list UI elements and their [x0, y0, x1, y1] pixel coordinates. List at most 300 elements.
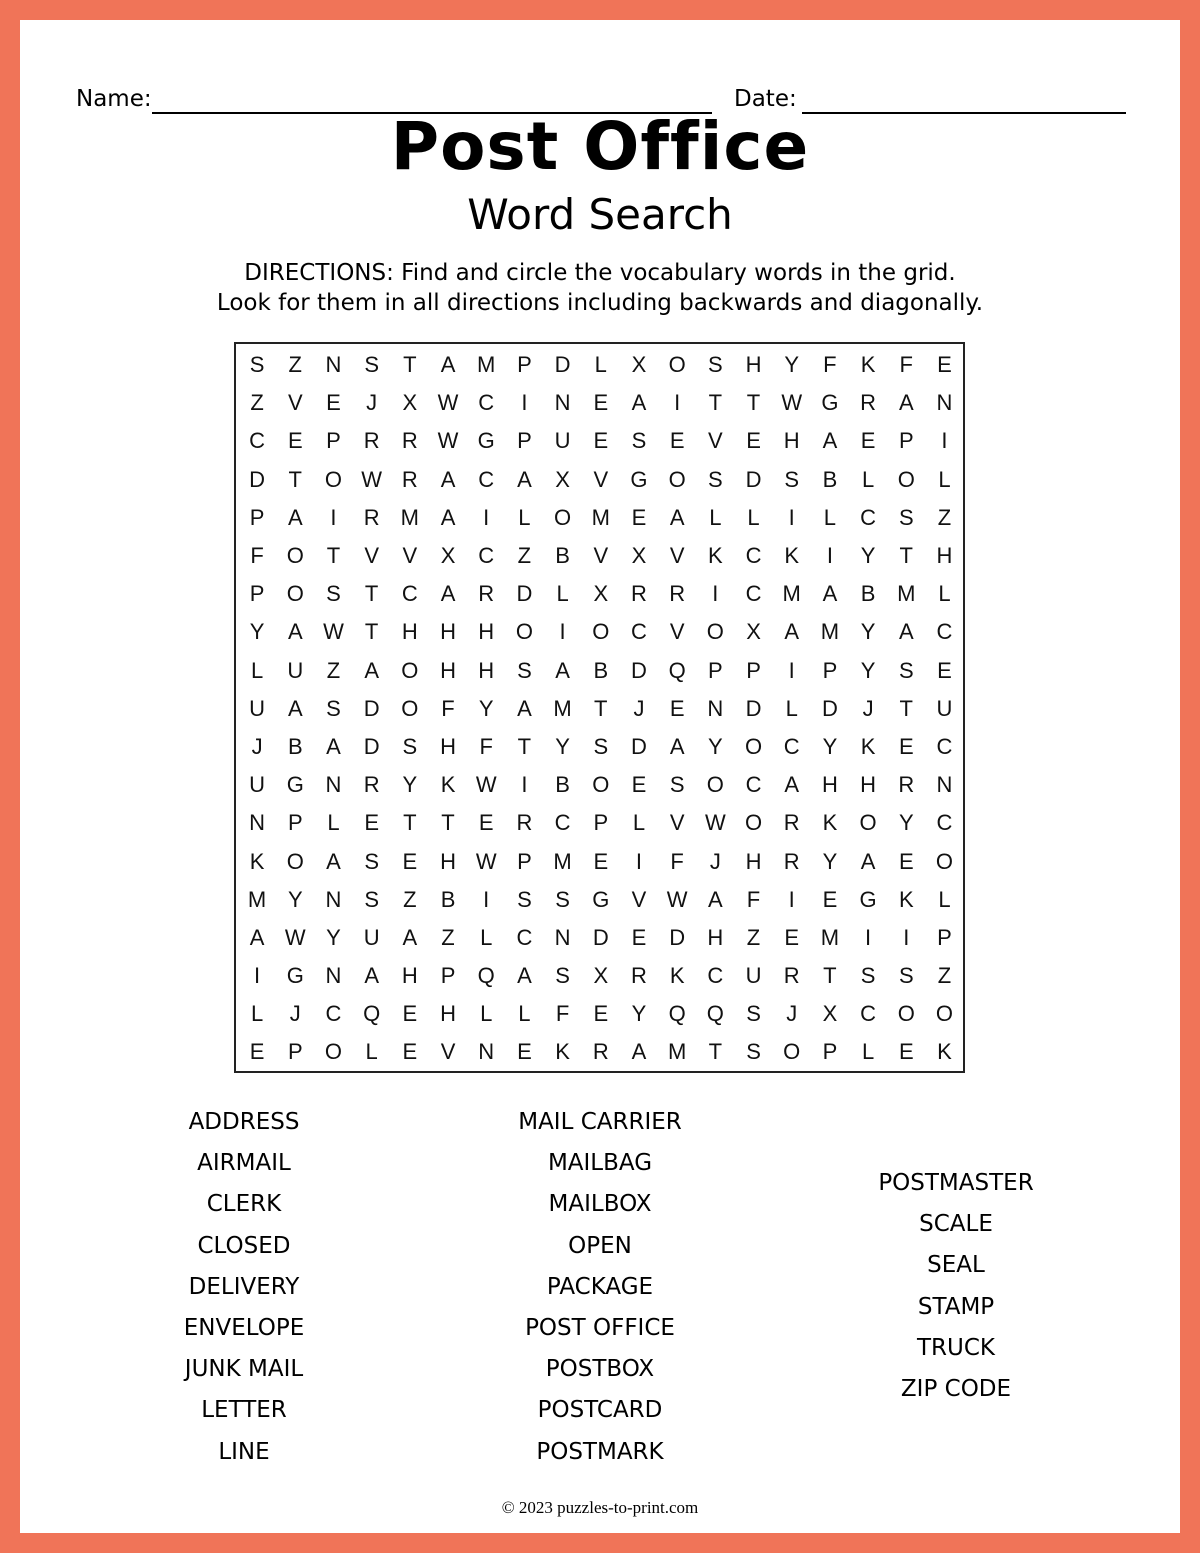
grid-cell[interactable]: M: [782, 581, 801, 607]
grid-cell[interactable]: S: [631, 428, 647, 454]
grid-cell[interactable]: S: [860, 963, 876, 989]
grid-cell[interactable]: O: [286, 543, 304, 569]
grid-cell[interactable]: I: [483, 504, 490, 530]
grid-cell[interactable]: N: [325, 886, 342, 912]
grid-cell[interactable]: O: [554, 504, 572, 530]
grid-cell[interactable]: A: [784, 619, 800, 645]
grid-cell[interactable]: S: [364, 848, 379, 874]
grid-cell[interactable]: S: [555, 886, 570, 912]
grid-cell[interactable]: A: [364, 963, 379, 989]
grid-cell[interactable]: H: [440, 848, 456, 874]
grid-cell[interactable]: S: [746, 1001, 761, 1027]
grid-cell[interactable]: A: [440, 466, 456, 492]
grid-cell[interactable]: R: [363, 504, 380, 530]
grid-cell[interactable]: E: [478, 810, 494, 836]
grid-cell[interactable]: A: [402, 924, 418, 950]
grid-cell[interactable]: C: [631, 619, 647, 645]
grid-cell[interactable]: J: [862, 695, 874, 721]
grid-cell[interactable]: H: [440, 619, 456, 645]
grid-cell[interactable]: I: [254, 963, 261, 989]
grid-cell[interactable]: A: [555, 657, 570, 683]
grid-cell[interactable]: Y: [784, 352, 800, 378]
grid-cell[interactable]: L: [480, 1001, 493, 1027]
grid-cell[interactable]: W: [666, 886, 688, 912]
grid-cell[interactable]: I: [788, 504, 795, 530]
grid-cell[interactable]: O: [286, 581, 304, 607]
grid-cell[interactable]: H: [478, 657, 495, 683]
grid-cell[interactable]: V: [669, 810, 685, 836]
grid-cell[interactable]: I: [903, 924, 910, 950]
grid-cell[interactable]: T: [708, 1039, 723, 1065]
grid-cell[interactable]: X: [555, 466, 570, 492]
grid-cell[interactable]: V: [440, 1039, 456, 1065]
grid-cell[interactable]: J: [709, 848, 721, 874]
grid-cell[interactable]: A: [440, 504, 456, 530]
grid-cell[interactable]: A: [822, 581, 838, 607]
grid-cell[interactable]: R: [783, 848, 800, 874]
grid-cell[interactable]: C: [860, 504, 877, 530]
grid-cell[interactable]: H: [478, 619, 495, 645]
grid-cell[interactable]: C: [478, 390, 495, 416]
grid-cell[interactable]: C: [516, 924, 533, 950]
grid-cell[interactable]: L: [938, 581, 951, 607]
grid-cell[interactable]: A: [898, 619, 914, 645]
grid-cell[interactable]: L: [823, 504, 837, 530]
grid-cell[interactable]: V: [364, 543, 379, 569]
grid-cell[interactable]: S: [249, 352, 265, 378]
grid-cell[interactable]: T: [364, 581, 379, 607]
grid-cell[interactable]: K: [898, 886, 914, 912]
grid-cell[interactable]: O: [897, 1001, 915, 1027]
grid-cell[interactable]: Y: [326, 924, 341, 950]
grid-cell[interactable]: Y: [708, 733, 723, 759]
grid-cell[interactable]: D: [669, 924, 686, 950]
grid-cell[interactable]: R: [363, 772, 380, 798]
grid-cell[interactable]: S: [402, 733, 418, 759]
grid-cell[interactable]: X: [631, 543, 647, 569]
grid-cell[interactable]: F: [555, 1001, 570, 1027]
grid-cell[interactable]: Z: [517, 543, 532, 569]
grid-cell[interactable]: L: [938, 886, 951, 912]
grid-cell[interactable]: E: [860, 428, 876, 454]
grid-cell[interactable]: T: [708, 390, 723, 416]
grid-cell[interactable]: P: [937, 924, 952, 950]
grid-cell[interactable]: H: [440, 657, 456, 683]
grid-cell[interactable]: L: [518, 504, 531, 530]
grid-cell[interactable]: P: [822, 657, 838, 683]
grid-cell[interactable]: A: [287, 695, 303, 721]
grid-cell[interactable]: S: [364, 886, 379, 912]
grid-cell[interactable]: N: [325, 963, 342, 989]
grid-cell[interactable]: C: [707, 963, 724, 989]
grid-cell[interactable]: X: [746, 619, 761, 645]
grid-cell[interactable]: K: [249, 848, 265, 874]
grid-cell[interactable]: J: [251, 733, 263, 759]
grid-cell[interactable]: N: [936, 390, 953, 416]
grid-cell[interactable]: E: [631, 504, 647, 530]
grid-cell[interactable]: M: [667, 1039, 687, 1065]
grid-cell[interactable]: W: [437, 428, 459, 454]
grid-cell[interactable]: B: [860, 581, 876, 607]
grid-cell[interactable]: H: [745, 352, 762, 378]
grid-cell[interactable]: I: [559, 619, 566, 645]
grid-cell[interactable]: E: [937, 352, 952, 378]
grid-cell[interactable]: E: [631, 772, 647, 798]
grid-cell[interactable]: Y: [287, 886, 303, 912]
grid-cell[interactable]: C: [783, 733, 800, 759]
grid-cell[interactable]: N: [554, 390, 571, 416]
grid-cell[interactable]: C: [860, 1001, 877, 1027]
grid-cell[interactable]: O: [324, 1039, 343, 1065]
grid-cell[interactable]: R: [669, 581, 686, 607]
grid-cell[interactable]: H: [936, 543, 953, 569]
grid-cell[interactable]: S: [708, 352, 723, 378]
grid-cell[interactable]: I: [941, 428, 948, 454]
grid-cell[interactable]: U: [936, 695, 953, 721]
grid-cell[interactable]: I: [521, 772, 528, 798]
grid-cell[interactable]: P: [517, 352, 532, 378]
grid-cell[interactable]: F: [479, 733, 493, 759]
grid-cell[interactable]: T: [441, 810, 455, 836]
grid-cell[interactable]: S: [326, 695, 341, 721]
grid-cell[interactable]: N: [325, 772, 342, 798]
grid-cell[interactable]: I: [330, 504, 337, 530]
grid-cell[interactable]: Y: [860, 619, 876, 645]
grid-cell[interactable]: K: [937, 1039, 952, 1065]
grid-cell[interactable]: S: [364, 352, 379, 378]
grid-cell[interactable]: E: [898, 733, 914, 759]
grid-cell[interactable]: V: [669, 543, 685, 569]
grid-cell[interactable]: O: [897, 466, 915, 492]
grid-cell[interactable]: L: [327, 810, 340, 836]
grid-cell[interactable]: Y: [555, 733, 570, 759]
grid-cell[interactable]: S: [898, 963, 914, 989]
grid-cell[interactable]: C: [745, 581, 762, 607]
grid-cell[interactable]: O: [706, 772, 724, 798]
grid-cell[interactable]: Q: [363, 1001, 381, 1027]
grid-cell[interactable]: E: [898, 848, 914, 874]
grid-cell[interactable]: C: [936, 810, 953, 836]
grid-cell[interactable]: S: [898, 657, 914, 683]
grid-cell[interactable]: C: [745, 543, 762, 569]
grid-cell[interactable]: M: [247, 886, 267, 912]
grid-cell[interactable]: K: [440, 772, 456, 798]
grid-cell[interactable]: Y: [898, 810, 914, 836]
grid-cell[interactable]: X: [440, 543, 456, 569]
grid-cell[interactable]: P: [593, 810, 609, 836]
grid-cell[interactable]: M: [820, 924, 840, 950]
grid-cell[interactable]: C: [249, 428, 266, 454]
grid-cell[interactable]: A: [631, 1039, 647, 1065]
grid-cell[interactable]: H: [707, 924, 724, 950]
grid-cell[interactable]: C: [478, 466, 495, 492]
grid-cell[interactable]: O: [935, 848, 954, 874]
grid-cell[interactable]: E: [669, 428, 685, 454]
grid-cell[interactable]: P: [249, 504, 265, 530]
grid-cell[interactable]: T: [364, 619, 379, 645]
grid-cell[interactable]: G: [286, 963, 304, 989]
grid-cell[interactable]: P: [746, 657, 761, 683]
grid-cell[interactable]: U: [745, 963, 762, 989]
grid-cell[interactable]: H: [745, 848, 762, 874]
grid-cell[interactable]: K: [860, 733, 876, 759]
grid-cell[interactable]: E: [669, 695, 685, 721]
grid-cell[interactable]: I: [483, 886, 490, 912]
grid-cell[interactable]: M: [553, 848, 572, 874]
grid-cell[interactable]: L: [365, 1039, 378, 1065]
grid-cell[interactable]: J: [289, 1001, 301, 1027]
grid-cell[interactable]: H: [783, 428, 800, 454]
grid-cell[interactable]: J: [786, 1001, 798, 1027]
grid-cell[interactable]: Z: [403, 886, 417, 912]
grid-cell[interactable]: E: [287, 428, 303, 454]
grid-cell[interactable]: D: [631, 733, 647, 759]
grid-cell[interactable]: Y: [822, 848, 838, 874]
grid-cell[interactable]: O: [401, 657, 419, 683]
grid-cell[interactable]: P: [287, 810, 303, 836]
grid-cell[interactable]: L: [861, 466, 875, 492]
grid-cell[interactable]: A: [440, 352, 456, 378]
grid-cell[interactable]: A: [822, 428, 838, 454]
grid-cell[interactable]: C: [401, 581, 418, 607]
grid-cell[interactable]: L: [250, 657, 264, 683]
grid-cell[interactable]: U: [287, 657, 304, 683]
grid-cell[interactable]: A: [898, 390, 914, 416]
grid-cell[interactable]: S: [784, 466, 800, 492]
grid-cell[interactable]: P: [440, 963, 456, 989]
grid-cell[interactable]: A: [287, 504, 303, 530]
grid-cell[interactable]: Z: [288, 352, 302, 378]
grid-cell[interactable]: O: [935, 1001, 954, 1027]
grid-cell[interactable]: P: [898, 428, 914, 454]
grid-cell[interactable]: L: [480, 924, 493, 950]
grid-cell[interactable]: G: [630, 466, 648, 492]
grid-cell[interactable]: X: [593, 963, 609, 989]
grid-cell[interactable]: E: [784, 924, 800, 950]
grid-cell[interactable]: H: [440, 733, 456, 759]
grid-cell[interactable]: M: [897, 581, 916, 607]
grid-cell[interactable]: G: [859, 886, 877, 912]
grid-cell[interactable]: S: [593, 733, 609, 759]
grid-cell[interactable]: W: [323, 619, 344, 645]
grid-cell[interactable]: H: [440, 1001, 456, 1027]
grid-cell[interactable]: M: [820, 619, 840, 645]
grid-cell[interactable]: A: [631, 390, 647, 416]
grid-cell[interactable]: O: [859, 810, 877, 836]
grid-cell[interactable]: F: [670, 848, 684, 874]
grid-cell[interactable]: L: [250, 1001, 264, 1027]
grid-cell[interactable]: F: [746, 886, 761, 912]
grid-cell[interactable]: K: [784, 543, 800, 569]
grid-cell[interactable]: Q: [477, 963, 495, 989]
grid-cell[interactable]: W: [284, 924, 306, 950]
grid-cell[interactable]: P: [517, 428, 532, 454]
grid-cell[interactable]: O: [668, 466, 686, 492]
grid-cell[interactable]: W: [704, 810, 726, 836]
grid-cell[interactable]: J: [366, 390, 378, 416]
grid-cell[interactable]: E: [822, 886, 838, 912]
grid-cell[interactable]: Y: [249, 619, 265, 645]
grid-cell[interactable]: E: [249, 1039, 265, 1065]
grid-cell[interactable]: C: [745, 772, 762, 798]
grid-cell[interactable]: P: [249, 581, 265, 607]
grid-cell[interactable]: B: [440, 886, 456, 912]
grid-cell[interactable]: P: [822, 1039, 838, 1065]
grid-cell[interactable]: A: [708, 886, 723, 912]
grid-cell[interactable]: R: [860, 390, 877, 416]
grid-cell[interactable]: X: [402, 390, 418, 416]
grid-cell[interactable]: B: [555, 543, 570, 569]
grid-cell[interactable]: E: [517, 1039, 532, 1065]
grid-cell[interactable]: A: [287, 619, 303, 645]
grid-cell[interactable]: K: [708, 543, 723, 569]
grid-cell[interactable]: T: [403, 352, 417, 378]
grid-cell[interactable]: N: [478, 1039, 495, 1065]
grid-cell[interactable]: Y: [860, 543, 876, 569]
grid-cell[interactable]: Z: [441, 924, 455, 950]
grid-cell[interactable]: R: [783, 810, 800, 836]
grid-cell[interactable]: B: [593, 657, 609, 683]
grid-cell[interactable]: D: [516, 581, 533, 607]
grid-cell[interactable]: C: [936, 733, 953, 759]
grid-cell[interactable]: L: [938, 466, 951, 492]
grid-cell[interactable]: K: [669, 963, 685, 989]
grid-cell[interactable]: H: [860, 772, 877, 798]
grid-cell[interactable]: R: [516, 810, 533, 836]
grid-cell[interactable]: Q: [706, 1001, 724, 1027]
grid-cell[interactable]: Z: [746, 924, 761, 950]
grid-cell[interactable]: K: [860, 352, 876, 378]
grid-cell[interactable]: M: [553, 695, 572, 721]
grid-cell[interactable]: V: [669, 619, 685, 645]
grid-cell[interactable]: H: [821, 772, 838, 798]
grid-cell[interactable]: D: [249, 466, 266, 492]
grid-cell[interactable]: O: [744, 733, 763, 759]
grid-cell[interactable]: F: [823, 352, 837, 378]
grid-cell[interactable]: A: [517, 695, 532, 721]
grid-cell[interactable]: D: [745, 466, 762, 492]
grid-cell[interactable]: P: [517, 848, 532, 874]
grid-cell[interactable]: L: [861, 1039, 875, 1065]
grid-cell[interactable]: J: [633, 695, 645, 721]
grid-cell[interactable]: I: [826, 543, 833, 569]
grid-cell[interactable]: N: [707, 695, 724, 721]
grid-cell[interactable]: G: [477, 428, 495, 454]
grid-cell[interactable]: I: [674, 390, 681, 416]
grid-cell[interactable]: Y: [631, 1001, 647, 1027]
grid-cell[interactable]: E: [631, 924, 647, 950]
grid-cell[interactable]: O: [515, 619, 533, 645]
grid-cell[interactable]: O: [286, 848, 304, 874]
grid-cell[interactable]: F: [441, 695, 455, 721]
grid-cell[interactable]: Y: [478, 695, 494, 721]
grid-cell[interactable]: S: [708, 466, 723, 492]
grid-cell[interactable]: S: [326, 581, 341, 607]
grid-cell[interactable]: U: [554, 428, 571, 454]
grid-cell[interactable]: R: [478, 581, 495, 607]
grid-cell[interactable]: V: [593, 466, 609, 492]
grid-cell[interactable]: E: [593, 848, 609, 874]
grid-cell[interactable]: N: [325, 352, 342, 378]
grid-cell[interactable]: T: [594, 695, 608, 721]
grid-cell[interactable]: T: [899, 543, 913, 569]
grid-cell[interactable]: A: [364, 657, 379, 683]
grid-cell[interactable]: E: [593, 428, 609, 454]
grid-cell[interactable]: O: [592, 619, 610, 645]
grid-cell[interactable]: E: [402, 848, 418, 874]
grid-cell[interactable]: P: [708, 657, 723, 683]
grid-cell[interactable]: I: [788, 657, 795, 683]
grid-cell[interactable]: Y: [822, 733, 838, 759]
grid-cell[interactable]: U: [363, 924, 380, 950]
grid-cell[interactable]: Z: [326, 657, 341, 683]
grid-cell[interactable]: A: [669, 733, 685, 759]
grid-cell[interactable]: O: [324, 466, 343, 492]
grid-cell[interactable]: A: [517, 466, 532, 492]
grid-cell[interactable]: O: [783, 1039, 801, 1065]
grid-cell[interactable]: B: [555, 772, 570, 798]
grid-cell[interactable]: T: [823, 963, 837, 989]
grid-cell[interactable]: A: [784, 772, 800, 798]
grid-cell[interactable]: D: [631, 657, 647, 683]
grid-cell[interactable]: A: [249, 924, 265, 950]
grid-cell[interactable]: E: [402, 1001, 418, 1027]
grid-cell[interactable]: A: [669, 504, 685, 530]
grid-cell[interactable]: E: [402, 1039, 418, 1065]
grid-cell[interactable]: C: [325, 1001, 342, 1027]
grid-cell[interactable]: T: [517, 733, 532, 759]
grid-cell[interactable]: E: [364, 810, 379, 836]
grid-cell[interactable]: G: [592, 886, 610, 912]
grid-cell[interactable]: X: [631, 352, 647, 378]
grid-cell[interactable]: B: [287, 733, 303, 759]
grid-cell[interactable]: I: [865, 924, 872, 950]
grid-cell[interactable]: M: [591, 504, 610, 530]
grid-cell[interactable]: Q: [668, 657, 686, 683]
grid-cell[interactable]: L: [785, 695, 798, 721]
grid-cell[interactable]: G: [821, 390, 839, 416]
grid-cell[interactable]: S: [517, 657, 532, 683]
grid-cell[interactable]: R: [783, 963, 800, 989]
grid-cell[interactable]: W: [781, 390, 803, 416]
grid-cell[interactable]: S: [555, 963, 570, 989]
grid-cell[interactable]: Q: [668, 1001, 686, 1027]
grid-cell[interactable]: L: [556, 581, 569, 607]
grid-cell[interactable]: O: [744, 810, 763, 836]
grid-cell[interactable]: G: [286, 772, 304, 798]
grid-cell[interactable]: L: [632, 810, 646, 836]
grid-cell[interactable]: H: [401, 619, 418, 645]
grid-cell[interactable]: K: [555, 1039, 570, 1065]
grid-cell[interactable]: F: [250, 543, 264, 569]
grid-cell[interactable]: T: [899, 695, 913, 721]
grid-cell[interactable]: V: [593, 543, 609, 569]
grid-cell[interactable]: N: [554, 924, 571, 950]
grid-cell[interactable]: L: [594, 352, 607, 378]
grid-cell[interactable]: R: [898, 772, 915, 798]
grid-cell[interactable]: Z: [937, 963, 952, 989]
grid-cell[interactable]: O: [592, 772, 610, 798]
grid-cell[interactable]: D: [745, 695, 762, 721]
grid-cell[interactable]: O: [706, 619, 724, 645]
grid-cell[interactable]: V: [402, 543, 418, 569]
grid-cell[interactable]: L: [518, 1001, 531, 1027]
grid-cell[interactable]: I: [788, 886, 795, 912]
grid-cell[interactable]: S: [746, 1039, 761, 1065]
grid-cell[interactable]: W: [361, 466, 383, 492]
grid-cell[interactable]: P: [326, 428, 341, 454]
grid-cell[interactable]: T: [403, 810, 417, 836]
